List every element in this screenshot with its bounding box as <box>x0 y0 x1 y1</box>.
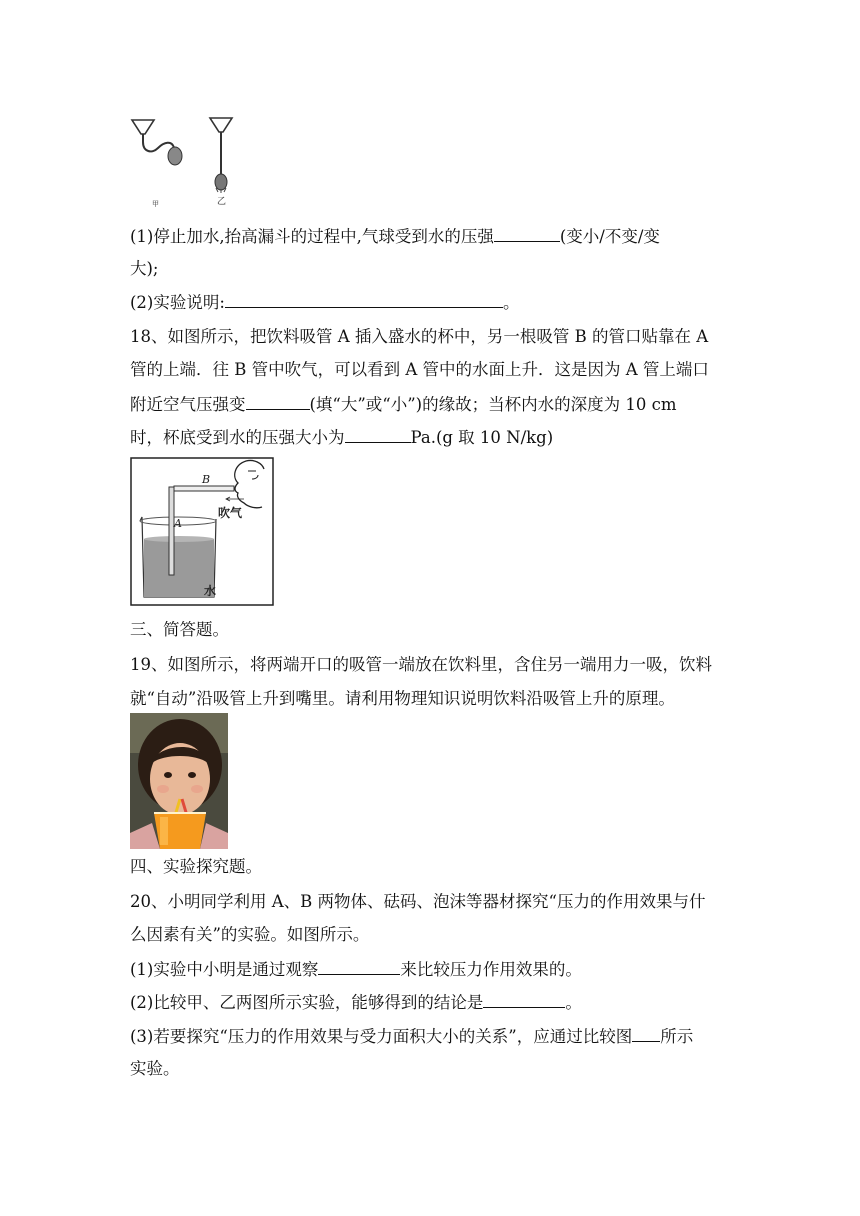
figure-18-label-b: B <box>202 473 211 486</box>
section-3-heading: 三、简答题。 <box>130 620 229 639</box>
figure-18-straw-beaker <box>130 457 275 607</box>
q17-part1-line2 <box>130 258 159 280</box>
figure-17-apparatus <box>128 112 248 212</box>
q17-part2-period: 。 <box>502 293 520 312</box>
q18-line3-rest: (填“大”或“小”)的缘故；当杯内水的深度为 10 cm <box>309 395 677 414</box>
q18-line4-rest: Pa.(g 取 10 N/kg) <box>410 428 554 447</box>
q18-blank-pressure-value[interactable] <box>345 426 411 443</box>
q18-line4-text: 时，杯底受到水的压强大小为 <box>130 428 345 447</box>
q20-part3-blank[interactable] <box>632 1025 660 1042</box>
q17-part1-options-end: 大); <box>130 259 159 278</box>
q20-line2: 么因素有关”的实验。如图所示。 <box>130 925 370 944</box>
section-4-heading: 四、实验探究题。 <box>130 857 262 876</box>
q17-part2-text: (2)实验说明: <box>130 293 225 312</box>
figure-17-label-jia: 甲 <box>152 200 159 208</box>
q20-part1-blank[interactable] <box>318 958 400 975</box>
q20-part1-text: (1)实验中小明是通过观察 <box>130 960 319 979</box>
q17-part1-text: (1)停止加水,抬高漏斗的过程中,气球受到水的压强 <box>130 227 494 246</box>
q19-line1: 19、如图所示，将两端开口的吸管一端放在饮料里，含住另一端用力一吸，饮料 <box>130 655 712 674</box>
q20-part2-text: (2)比较甲、乙两图所示实验，能够得到的结论是 <box>130 993 484 1012</box>
q20-part2-blank[interactable] <box>483 991 565 1008</box>
q18-line3-text: 附近空气压强变 <box>130 395 246 414</box>
figure-19-girl-drinking-photo <box>130 713 228 849</box>
q20-part3-rest: 所示 <box>660 1027 694 1046</box>
q17-part1-options: (变小/不变/变 <box>559 227 660 246</box>
q17-part1-blank[interactable] <box>494 225 560 242</box>
q18-line4 <box>130 426 553 449</box>
q20-part2-rest: 。 <box>565 993 582 1012</box>
q18-blank-pressure-change[interactable] <box>246 393 310 410</box>
q20-part3-text: (3)若要探究“压力的作用效果与受力面积大小的关系”，应通过比较图 <box>130 1027 633 1046</box>
q17-part2-blank[interactable] <box>225 291 503 308</box>
q20-part2 <box>130 991 582 1014</box>
figure-17-label-yi: 乙 <box>217 197 227 207</box>
figure-18-label-blow: 吹气 <box>218 506 243 520</box>
q18-line1: 18、如图所示，把饮料吸管 A 插入盛水的杯中，另一根吸管 B 的管口贴靠在 A <box>130 327 709 346</box>
figure-18-label-a: A <box>174 517 182 530</box>
q18-line2: 管的上端．往 B 管中吹气，可以看到 A 管中的水面上升．这是因为 A 管上端口 <box>130 360 709 379</box>
q20-part1 <box>130 958 582 981</box>
q20-part3-line1 <box>130 1025 693 1048</box>
q20-part3-line2: 实验。 <box>130 1059 180 1078</box>
q17-part2 <box>130 291 519 314</box>
q20-line1: 20、小明同学利用 A、B 两物体、砝码、泡沫等器材探究“压力的作用效果与什 <box>130 892 706 911</box>
q19-line2: 就“自动”沿吸管上升到嘴里。请利用物理知识说明饮料沿吸管上升的原理。 <box>130 689 675 708</box>
q17-part1-line1 <box>130 225 660 248</box>
figure-18-label-water: 水 <box>204 584 217 598</box>
q20-part1-rest: 来比较压力作用效果的。 <box>400 960 582 979</box>
q18-line3 <box>130 393 677 416</box>
